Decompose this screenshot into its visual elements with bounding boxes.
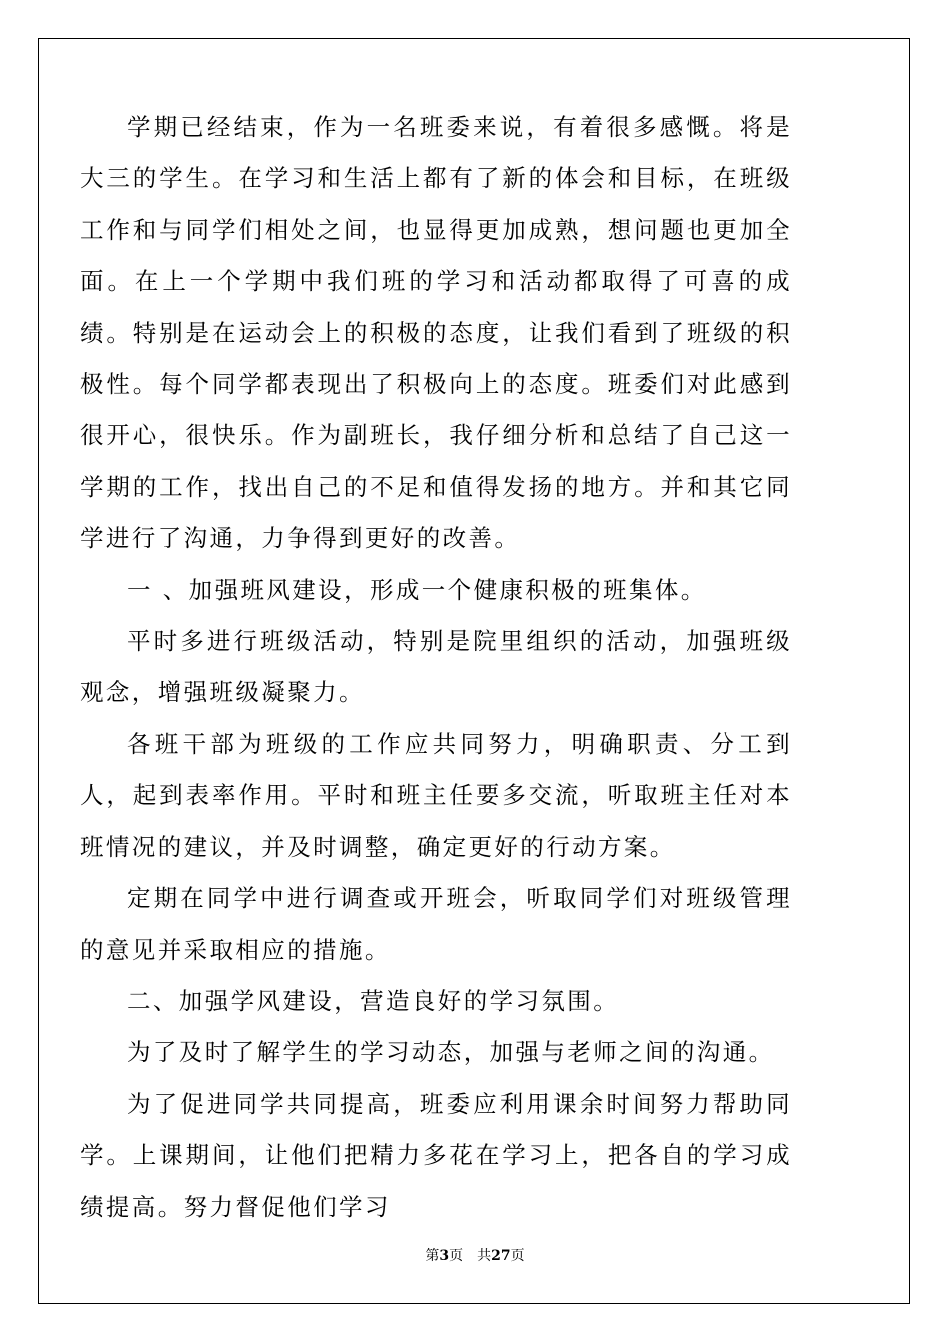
page-number: 3 bbox=[439, 1248, 450, 1264]
total-prefix: 共 bbox=[477, 1248, 492, 1264]
paragraph-class-activities: 平时多进行班级活动，特别是院里组织的活动，加强班级观念，增强班级凝聚力。 bbox=[80, 627, 792, 707]
total-pages: 27 bbox=[491, 1248, 511, 1264]
document-body bbox=[80, 102, 792, 1233]
page-footer bbox=[0, 1247, 950, 1265]
heading-section-1: 一 、加强班风建设，形成一个健康积极的班集体。 bbox=[127, 575, 707, 604]
page-prefix: 第 bbox=[425, 1248, 440, 1264]
total-suffix: 页 bbox=[510, 1248, 525, 1264]
page-suffix: 页 bbox=[449, 1248, 464, 1264]
paragraph-peer-help: 为了促进同学共同提高，班委应利用课余时间努力帮助同学。上课期间，让他们把精力多花在学习上，把各自的学习成绩提高。努力督促他们学习 bbox=[80, 1089, 792, 1221]
paragraph-cadre-duties: 各班干部为班级的工作应共同努力，明确职责、分工到人，起到表率作用。平时和班主任要多交流，听取班主任对本班情况的建议，并及时调整，确定更好的行动方案。 bbox=[80, 729, 792, 861]
paragraph-surveys: 定期在同学中进行调查或开班会，听取同学们对班级管理的意见并采取相应的措施。 bbox=[80, 884, 792, 964]
paragraph-teacher-communication: 为了及时了解学生的学习动态，加强与老师之间的沟通。 bbox=[127, 1038, 775, 1067]
paragraph-intro: 学期已经结束，作为一名班委来说，有着很多感慨。将是大三的学生。在学习和生活上都有了新的体会和目标，在班级工作和与同学们相处之间，也显得更加成熟，想问题也更加全面。在上一个学期中我们班的学习和活动都取得了可喜的成绩。特别是在运动会上的积极的态度，让我们看到了班级的积极性。每个同学都表现出了积极向上的态度。班委们对此感到很开心，很快乐。作为副班长，我仔细分析和总结了自己这一学期的工作，找出自己的不足和值得发扬的地方。并和其它同学进行了沟通，力争得到更好的改善。 bbox=[80, 113, 792, 553]
heading-section-2: 二、加强学风建设，营造良好的学习氛围。 bbox=[127, 986, 620, 1015]
